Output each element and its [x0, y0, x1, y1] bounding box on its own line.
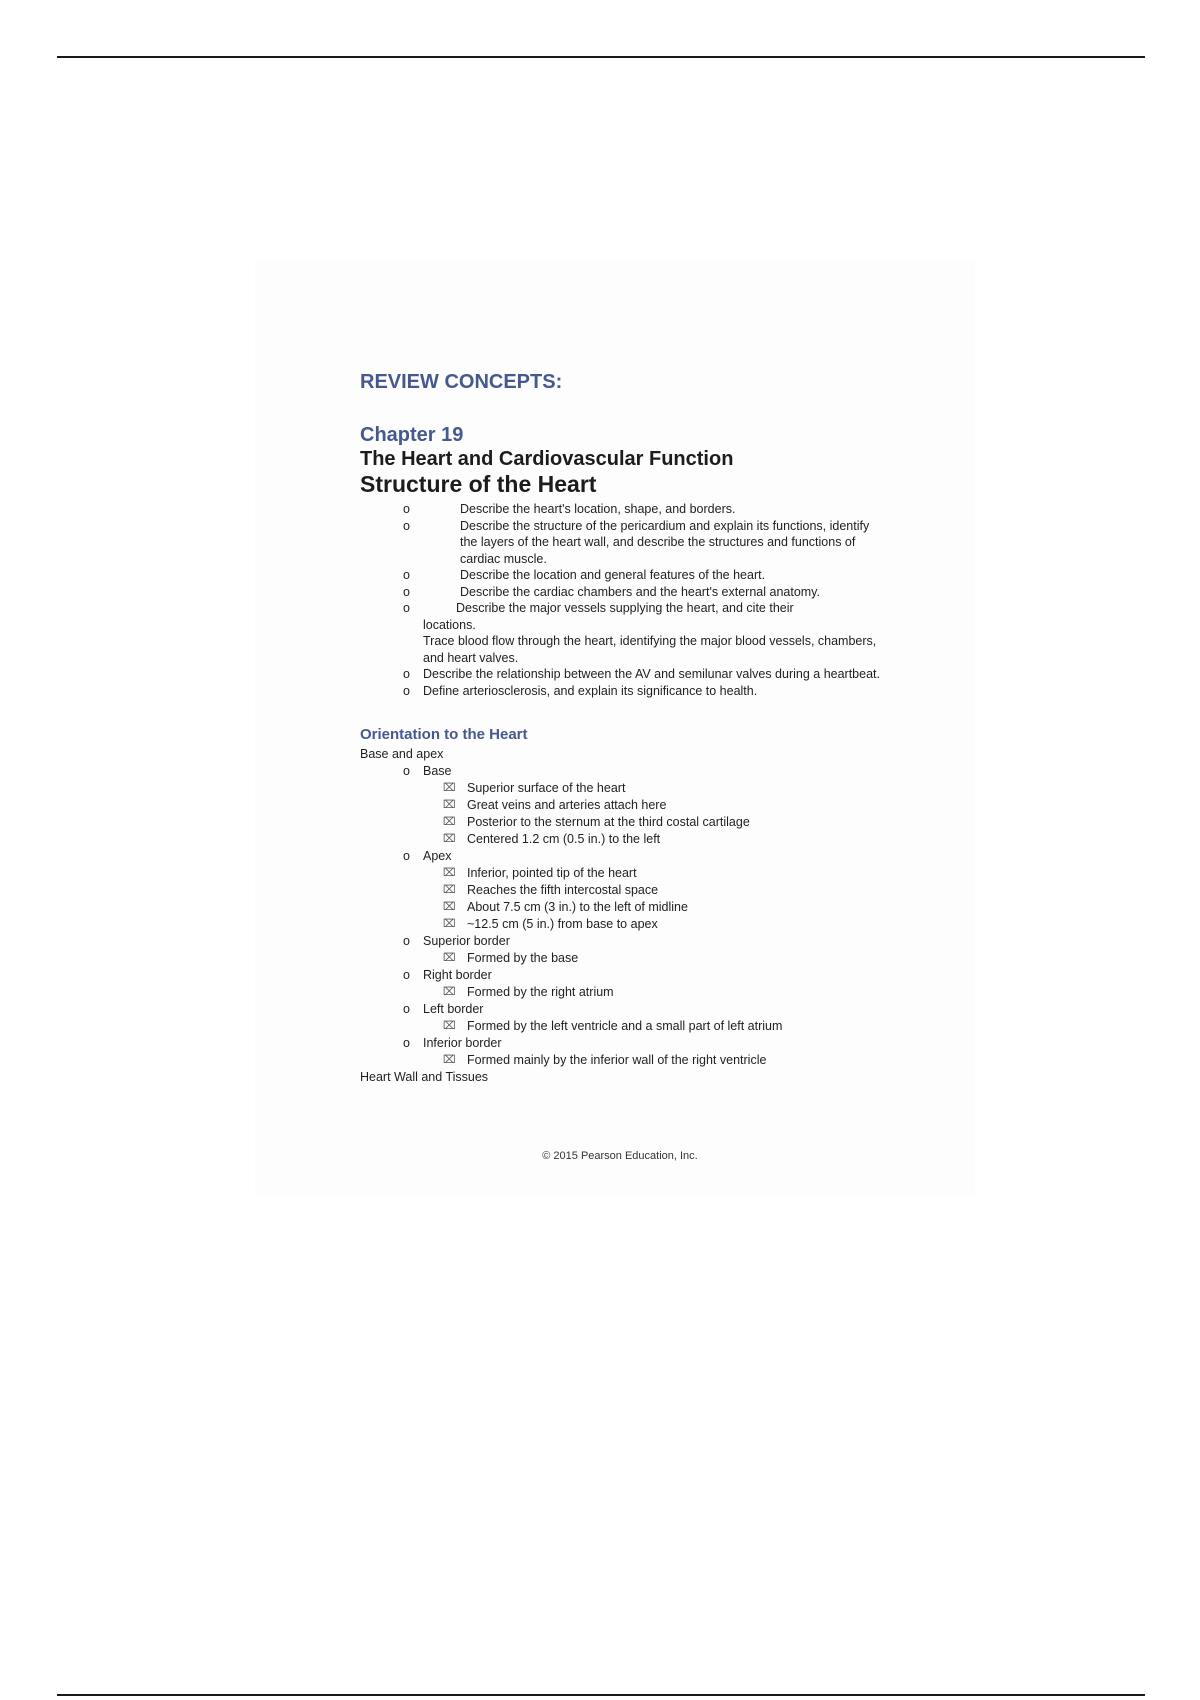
sub-mark-icon: ⌧: [443, 782, 456, 794]
closing-heading: Heart Wall and Tissues: [360, 1070, 489, 1084]
sub-mark-icon: ⌧: [443, 918, 456, 930]
list-bullet: o: [403, 518, 410, 533]
list-item: ⌧ Formed by the right atrium: [443, 985, 614, 999]
outline-group-apex: [360, 848, 880, 933]
list-item: o Describe the cardiac chambers and the heart's external anatomy.: [403, 584, 820, 599]
list-item: ⌧ ~12.5 cm (5 in.) from base to apex: [443, 917, 658, 931]
list-bullet: o: [403, 1002, 410, 1016]
list-item: o Describe the relationship between the AV and semilunar valves during a heartbeat.: [403, 667, 880, 681]
sub-mark-icon: ⌧: [443, 901, 456, 913]
list-item: ⌧ Posterior to the sternum at the third costal cartilage: [443, 815, 750, 829]
chapter-title: The Heart and Cardiovascular Function: [360, 448, 734, 470]
list-item: o Describe the major vessels supplying the heart, and cite their: [403, 601, 794, 615]
list-item: ⌧ Inferior, pointed tip of the heart: [443, 866, 637, 880]
list-bullet: o: [403, 968, 410, 982]
group-label: Base: [423, 764, 452, 778]
sub-list: [423, 1052, 880, 1069]
list-item: o Define arteriosclerosis, and explain its significance to health.: [403, 683, 758, 698]
outline-group-base: [360, 763, 880, 848]
list-item: ⌧ Centered 1.2 cm (0.5 in.) to the left: [443, 832, 661, 846]
list-bullet: o: [403, 502, 410, 516]
copyright-notice: © 2015 Pearson Education, Inc.: [542, 1150, 698, 1162]
document-content: [360, 370, 880, 1162]
sub-mark-icon: ⌧: [443, 799, 456, 811]
group-label: Superior border: [423, 934, 510, 948]
sub-list: [423, 1018, 880, 1035]
chapter-heading: Chapter 19: [360, 424, 464, 446]
list-item: ⌧ Formed by the left ventricle and a small part of left atrium: [443, 1019, 783, 1033]
list-item: ⌧ Superior surface of the heart: [443, 781, 626, 795]
list-item: ⌧ Formed by the base: [443, 951, 579, 965]
bottom-rule: [57, 1694, 1145, 1696]
list-bullet: o: [403, 849, 410, 863]
list-bullet: o: [403, 1036, 410, 1050]
outline-group-inferior-border: [360, 1035, 880, 1069]
list-bullet: o: [403, 683, 410, 698]
sub-mark-icon: ⌧: [443, 1020, 456, 1032]
sub-list: [423, 780, 880, 848]
objectives-list: [360, 501, 880, 699]
list-item: ⌧ Great veins and arteries attach here: [443, 798, 667, 812]
sub-list: [423, 950, 880, 967]
list-bullet: o: [403, 601, 410, 615]
group-label: Inferior border: [423, 1036, 502, 1050]
sub-mark-icon: ⌧: [443, 1054, 456, 1066]
group-label: Right border: [423, 968, 492, 982]
list-item: Trace blood flow through the heart, identifying the major blood vessels, chambers, and heart valves.: [423, 634, 877, 665]
section-heading: Structure of the Heart: [360, 471, 597, 497]
list-bullet: o: [403, 934, 410, 948]
group-label: Apex: [423, 849, 452, 863]
list-item: ⌧ Reaches the fifth intercostal space: [443, 883, 659, 897]
list-item: o Describe the location and general features of the heart.: [403, 568, 766, 582]
orientation-intro: Base and apex: [360, 747, 444, 761]
sub-list: [423, 865, 880, 933]
group-label: Left border: [423, 1002, 484, 1016]
sub-mark-icon: ⌧: [443, 986, 456, 998]
orientation-heading: Orientation to the Heart: [360, 726, 528, 743]
list-item: ⌧ About 7.5 cm (3 in.) to the left of midline: [443, 900, 688, 914]
top-rule: [57, 56, 1145, 58]
sub-mark-icon: ⌧: [443, 867, 456, 879]
list-bullet: o: [403, 667, 410, 681]
orientation-outline: [360, 763, 880, 1069]
outline-group-superior-border: [360, 933, 880, 967]
sub-mark-icon: ⌧: [443, 833, 456, 845]
list-item: o Describe the heart's location, shape, and borders.: [403, 502, 736, 516]
outline-group-left-border: [360, 1001, 880, 1035]
outline-group-right-border: [360, 967, 880, 1001]
list-item: o Describe the structure of the pericardium and explain its functions, identify the layers of the heart wall, and describe the structures and functions of cardiac muscle.: [403, 518, 870, 566]
sub-mark-icon: ⌧: [443, 952, 456, 964]
sub-mark-icon: ⌧: [443, 816, 456, 828]
sub-mark-icon: ⌧: [443, 884, 456, 896]
list-bullet: o: [403, 568, 410, 582]
sub-list: [423, 984, 880, 1001]
list-bullet: o: [403, 764, 410, 778]
review-heading: REVIEW CONCEPTS:: [360, 371, 563, 393]
list-item: ⌧ Formed mainly by the inferior wall of the right ventricle: [443, 1053, 767, 1067]
list-bullet: o: [403, 584, 410, 599]
list-item-continuation: locations.: [423, 617, 476, 632]
